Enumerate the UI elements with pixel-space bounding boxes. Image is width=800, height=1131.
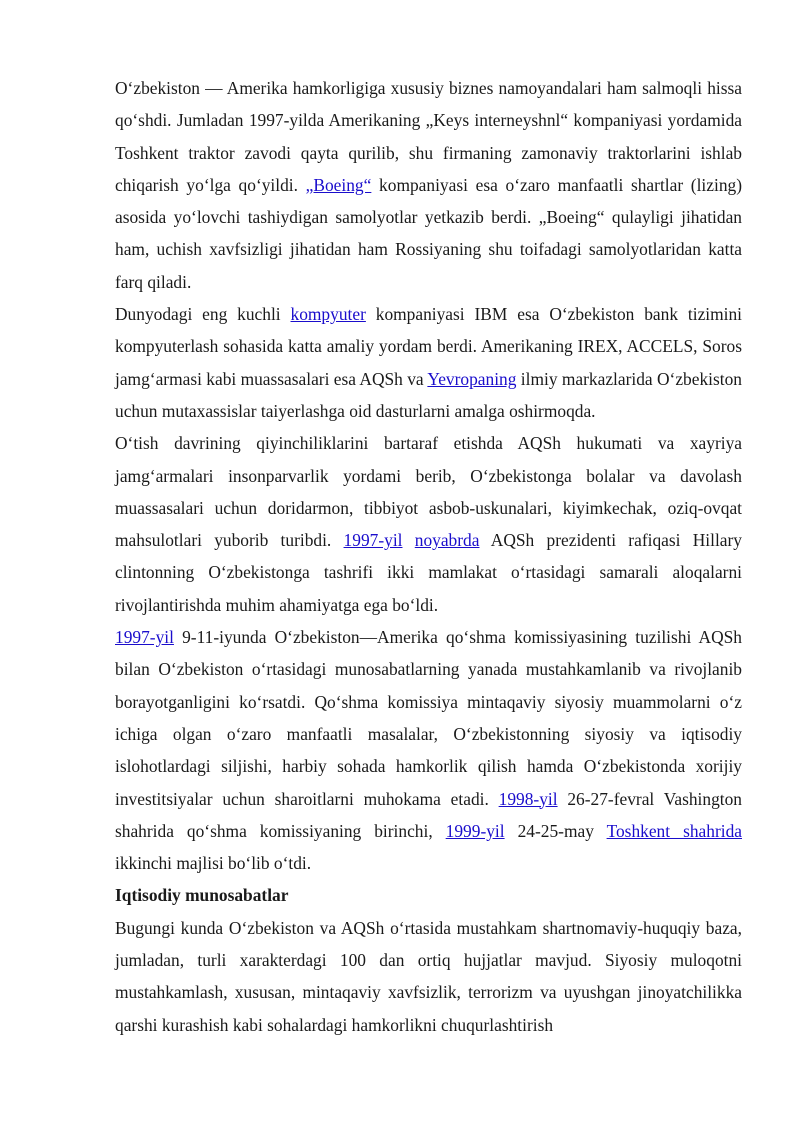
kompyuter-link[interactable]: kompyuter [290,304,366,325]
paragraph-text: kompaniyasi IBM esa O‘zbekiston bank tizimini kompyuterlash sohasida katta amaliy yordam berdi. Amerikaning IREX, ACCELS, Soros jamg‘armasi kabi muassasalari esa AQSh va [115,304,743,389]
1999-yil-link[interactable]: 1999-yil [445,820,505,841]
paragraph-text: 26-27-fevral Vashington shahrida qo‘shma komissiyaning birinchi, [115,788,742,841]
paragraph-text: 9-11-iyunda O‘zbekiston—Amerika qo‘shma komissiyasining tuzilishi AQSh bilan O‘zbekiston o‘rtasidagi munosabatlarning yanada mustahkamlanib va rivojlanib borayotganligini ko‘rsatdi. Qo‘shma komissiya mintaqaviy siyosiy muammolarni o‘z ichiga olgan o‘zaro manfaatli masalalar, O‘zbekistonning siyosiy va iqtisodiy islohotlardagi siljishi, harbiy sohada hamkorlik qilish hamda O‘zbekistonda xorijiy investitsiyalar uchun sharoitlarni muhokama etadi. [115,627,742,809]
paragraph-text: O‘tish davrining qiyinchiliklarini bartaraf etishda AQSh hukumati va xayriya jamg‘armalari insonparvarlik yordami berib, O‘zbekistonga bolalar va davolash muassasalari uchun doridarmon, tibbiyot asbob-uskunalari, kiyimkechak, oziq-ovqat mahsulotlari yuborib turibdi. [115,433,742,551]
paragraph-text: ikkinchi majlisi bo‘lib o‘tdi. [115,853,312,874]
paragraph-list [115,72,742,879]
paragraph-text: O‘zbekiston — Amerika hamkorligiga xususiy biznes namoyandalari ham salmoqli hissa qo‘shdi. Jumladan 1997-yilda Amerikaning „Keys interneyshnl“ kompaniyasi yordamida Toshkent traktor zavodi qayta qurilib, shu firmaning zamonaviy traktorlarini ishlab chiqarish yo‘lga qo‘yildi. [115,78,742,195]
paragraph-p4 [115,621,742,879]
yevropaning-link[interactable]: Yevropaning [427,368,517,389]
paragraph-last: Bugungi kunda O‘zbekiston va AQSh o‘rtasida mustahkam shartnomaviy-huquqiy baza, jumladan, turli xarakterdagi 100 dan ortiq hujjatlar mavjud. Siyosiy muloqotni mustahkamlash, xususan, mintaqaviy xavfsizlik, terrorizm va uyushgan jinoyatchilikka qarshi kurashish kabi sohalardagi hamkorlikni chuqurlashtirish [115,917,742,1035]
paragraph-text: ilmiy markazlarida O‘zbekiston uchun mutaxassislar taiyerlashga oid dasturlarni amalga oshirmoqda. [115,368,742,421]
paragraph-text: kompaniyasi esa o‘zaro manfaatli shartlar (lizing) asosida yo‘lovchi tashiydigan samolyotlar yetkazib berdi. „Boeing“ qulayligi jihatidan ham, uchish xavfsizligi jihatidan ham Rossiyaning shu toifadagi samolyotlaridan katta farq qiladi. [115,174,742,292]
document-page [115,72,742,1041]
paragraph-p2 [115,298,742,427]
boeing-link[interactable]: „Boeing“ [305,174,372,195]
1997-yil-link[interactable]: 1997-yil [343,530,403,551]
paragraph-text: AQSh prezidenti rafiqasi Hillary clintonning O‘zbekistonga tashrifi ikki mamlakat o‘rtasidagi samarali aloqalarni rivojlantirishda muhim ahamiyatga ega bo‘ldi. [115,530,742,615]
paragraph-text: Dunyodagi eng kuchli [115,304,291,325]
paragraph-p3 [115,427,742,621]
paragraph-text: 24-25-may [504,820,607,841]
noyabrda-link[interactable]: noyabrda [414,530,480,551]
1998-yil-link[interactable]: 1998-yil [498,788,558,809]
section-heading: Iqtisodiy munosabatlar [115,885,289,906]
paragraph-p1 [115,72,742,298]
paragraph-text [402,530,414,550]
1997-yil-link[interactable]: 1997-yil [115,627,174,648]
toshkent-shahrida-link[interactable]: Toshkent shahrida [606,820,742,841]
